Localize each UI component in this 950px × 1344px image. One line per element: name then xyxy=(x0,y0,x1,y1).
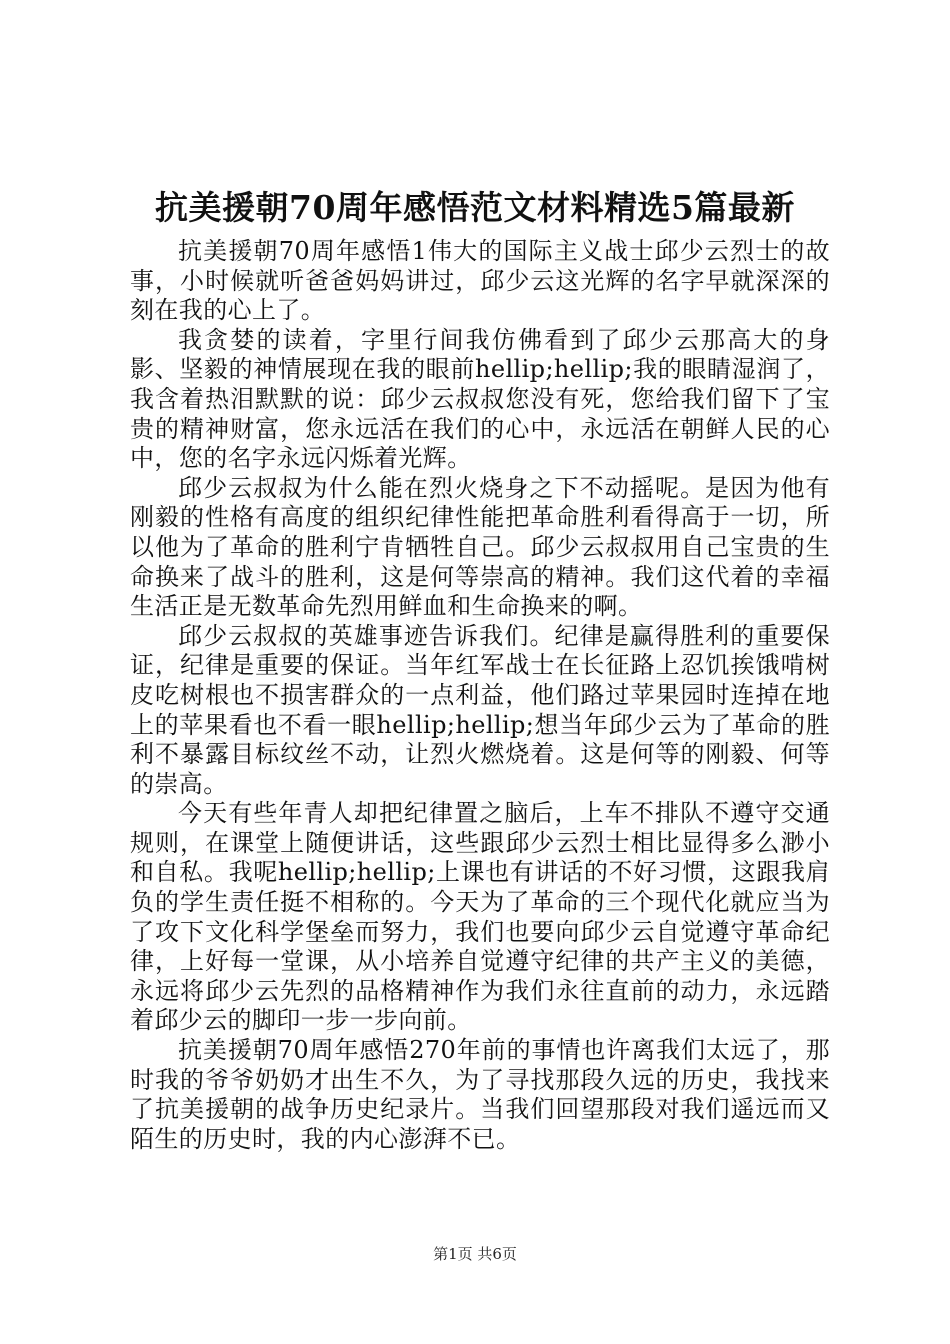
document-body xyxy=(130,237,830,1154)
body-paragraph: 我贪婪的读着，字里行间我仿佛看到了邱少云那高大的身影、坚毅的神情展现在我的眼前hellip;hellip;我的眼睛湿润了，我含着热泪默默的说：邱少云叔叔您没有死，您给我们留下了宝贵的精神财富，您永远活在我们的心中，永远活在朝鲜人民的心中，您的名字永远闪烁着光辉。 xyxy=(130,325,830,473)
page-number-footer: 第1页 共6页 xyxy=(433,1245,517,1263)
body-paragraph: 抗美援朝70周年感悟270年前的事情也许离我们太远了，那时我的爷爷奶奶才出生不久，为了寻找那段久远的历史，我找来了抗美援朝的战争历史纪录片。当我们回望那段对我们遥远而又陌生的历史时，我的内心澎湃不已。 xyxy=(130,1036,830,1153)
body-paragraph: 抗美援朝70周年感悟1伟大的国际主义战士邱少云烈士的故事，小时候就听爸爸妈妈讲过，邱少云这光辉的名字早就深深的刻在我的心上了。 xyxy=(130,237,830,325)
body-paragraph: 邱少云叔叔为什么能在烈火烧身之下不动摇呢。是因为他有刚毅的性格有高度的组织纪律性能把革命胜利看得高于一切，所以他为了革命的胜利宁肯牺牲自己。邱少云叔叔用自己宝贵的生命换来了战斗的胜利，这是何等崇高的精神。我们这代着的幸福生活正是无数革命先烈用鲜血和生命换来的啊。 xyxy=(130,473,830,621)
body-paragraph: 今天有些年青人却把纪律置之脑后，上车不排队不遵守交通规则，在课堂上随便讲话，这些跟邱少云烈士相比显得多么渺小和自私。我呢hellip;hellip;上课也有讲话的不好习惯，这跟我肩负的学生责任挺不相称的。今天为了革命的三个现代化就应当为了攻下文化科学堡垒而努力，我们也要向邱少云自觉遵守革命纪律，上好每一堂课，从小培养自觉遵守纪律的共产主义的美德，永远将邱少云先烈的品格精神作为我们永往直前的动力，永远踏着邱少云的脚印一步一步向前。 xyxy=(130,799,830,1035)
body-paragraph: 邱少云叔叔的英雄事迹告诉我们。纪律是赢得胜利的重要保证，纪律是重要的保证。当年红军战士在长征路上忍饥挨饿啃树皮吃树根也不损害群众的一点利益，他们路过苹果园时连掉在地上的苹果看也不看一眼hellip;hellip;想当年邱少云为了革命的胜利不暴露目标纹丝不动，让烈火燃烧着。这是何等的刚毅、何等的崇高。 xyxy=(130,621,830,798)
document-title: 抗美援朝70周年感悟范文材料精选5篇最新 xyxy=(155,188,795,227)
